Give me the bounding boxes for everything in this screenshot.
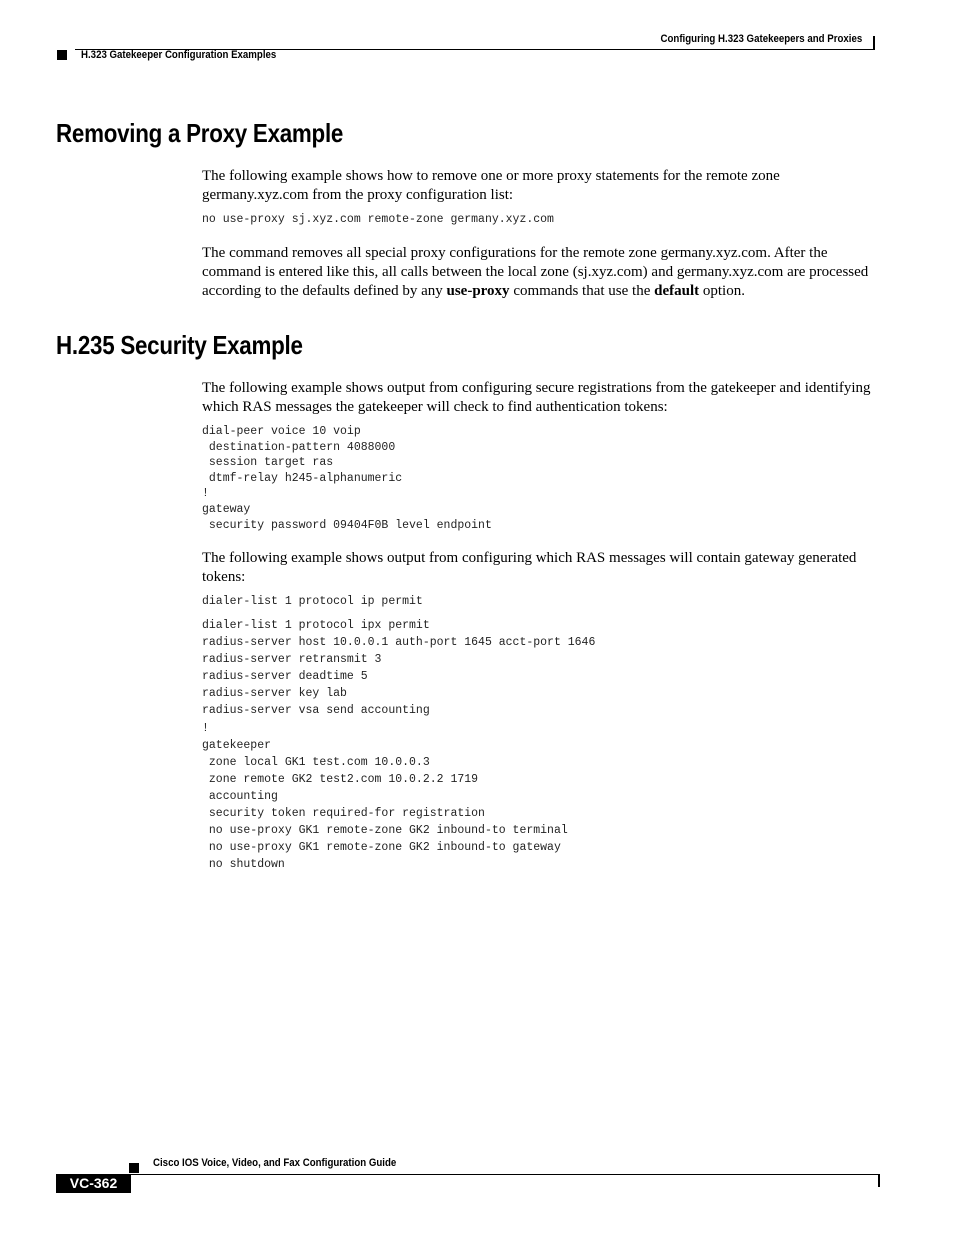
- header-marker-square: [57, 50, 67, 60]
- paragraph-proxy-intro: The following example shows how to remove one or more proxy statements for the remote zone germany.xyz.com from the proxy configuration list:: [202, 168, 780, 203]
- header-tick-mark: [873, 36, 875, 50]
- footer-rule: [131, 1174, 880, 1175]
- running-header-section-title: H.323 Gatekeeper Configuration Examples: [81, 49, 277, 61]
- code-dial-peer-config: dial-peer voice 10 voip destination-pattern 4088000 session target ras dtmf-relay h245-alphanumeric ! gateway security password 09404F0B level endpoint: [202, 425, 492, 532]
- page-number-badge: VC-362: [56, 1174, 131, 1193]
- keyword-default: default: [654, 283, 700, 299]
- code-no-use-proxy: no use-proxy sj.xyz.com remote-zone germany.xyz.com: [202, 213, 554, 226]
- keyword-use-proxy: use-proxy: [446, 283, 510, 299]
- heading-h235-security-example: H.235 Security Example: [56, 330, 303, 360]
- proxy-explanation-text: The command removes all special proxy configurations for the remote zone germany.xyz.com. After the command is entered like this, all calls between the local zone (sj.xyz.com) and germany.xyz.com are processed according to the defaults defined by any: [202, 245, 869, 299]
- footer-marker-square: [129, 1163, 139, 1173]
- paragraph-security-intro: The following example shows output from configuring secure registrations from the gatekeeper and identifying which RAS messages the gatekeeper will check to find authentication tokens:: [202, 380, 871, 415]
- footer-tick-mark: [878, 1174, 880, 1187]
- running-header-chapter-title: Configuring H.323 Gatekeepers and Proxies: [660, 33, 862, 45]
- heading-removing-proxy-example: Removing a Proxy Example: [56, 118, 344, 148]
- code-gatekeeper-config: dialer-list 1 protocol ipx permit radius-server host 10.0.0.1 auth-port 1645 acct-port 1646 radius-server retransmit 3 radius-server deadtime 5 radius-server key lab radius-server vsa send accounting ! gatekeeper zone local GK1 test.com 10.0.0.3 zone remote GK2 test2.com 10.0.2.2 1719 accounting security token required-for registration no use-proxy GK1 remote-zone GK2 inbound-to terminal no use-proxy GK1 remote-zone GK2 inbound-to gateway no shutdown: [202, 619, 596, 872]
- code-dialer-list-ip: dialer-list 1 protocol ip permit: [202, 595, 423, 608]
- proxy-explanation-text-middle: commands that use the: [509, 283, 655, 299]
- proxy-explanation-text-end: option.: [699, 283, 745, 299]
- paragraph-gateway-tokens-intro: The following example shows output from configuring which RAS messages will contain gateway generated tokens:: [202, 550, 857, 585]
- footer-guide-title: Cisco IOS Voice, Video, and Fax Configuration Guide: [153, 1157, 397, 1169]
- paragraph-proxy-explanation: [202, 244, 877, 301]
